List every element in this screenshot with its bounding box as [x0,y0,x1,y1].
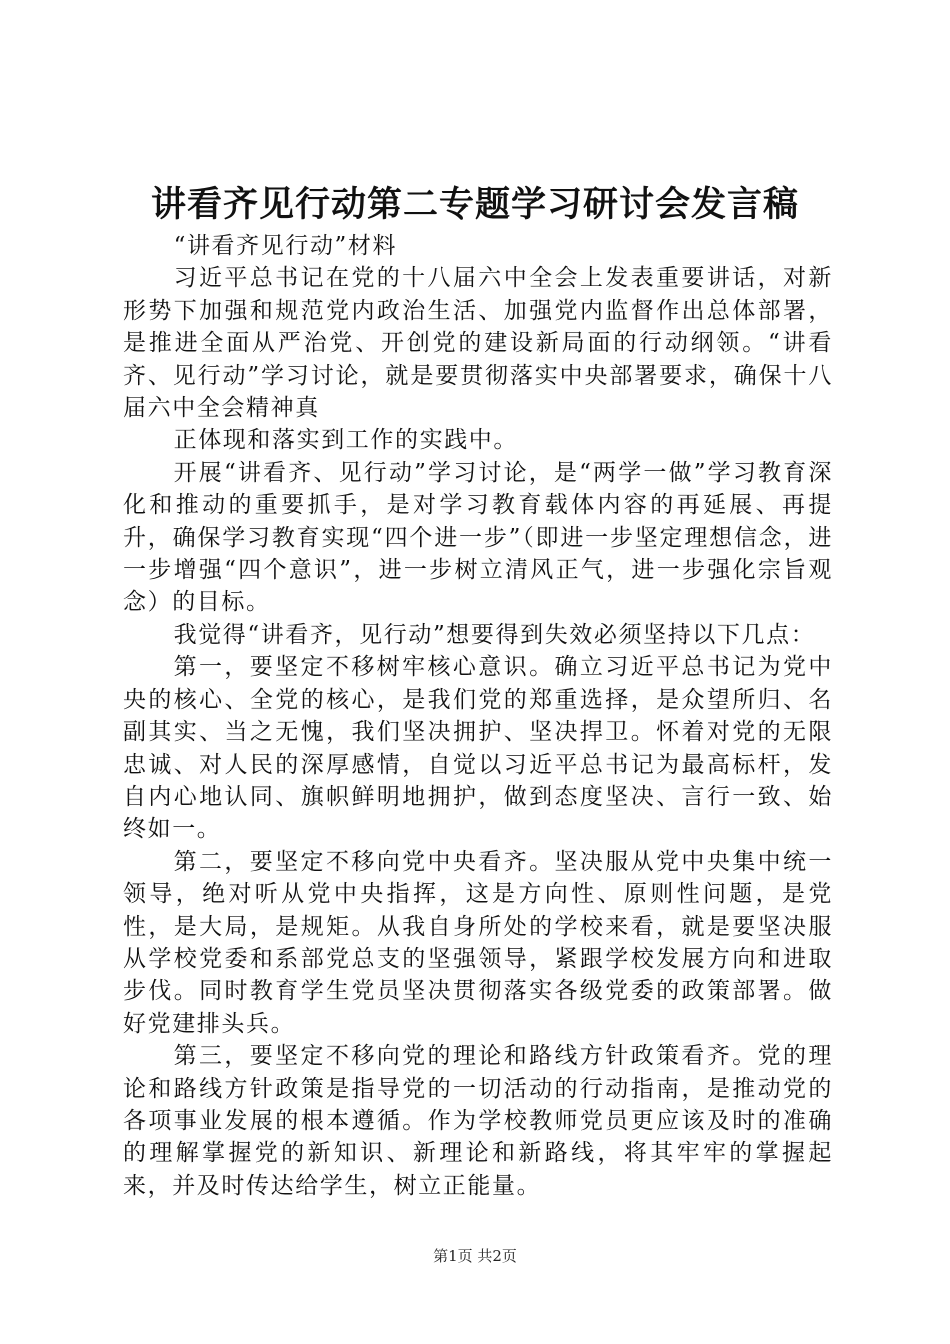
paragraph-3: 开展“讲看齐、见行动”学习讨论，是“两学一做”学习教育深化和推动的重要抓手，是对学习教育载体内容的再延展、再提升，确保学习教育实现“四个进一步”（即进一步坚定理想信念，进一步增强“四个意识”，进一步树立清风正气，进一步强化宗旨观念）的目标。 [123,459,833,616]
paragraph-7: 第三，要坚定不移向党的理论和路线方针政策看齐。党的理论和路线方针政策是指导党的一切活动的行动指南，是推动党的各项事业发展的根本遵循。作为学校教师党员更应该及时的准确的理解掌握党的新知识、新理论和新路线，将其牢牢的掌握起来，并及时传达给学生，树立正能量。 [123,1043,833,1199]
paragraph-2: 正体现和落实到工作的实践中。 [173,427,518,454]
paragraph-4: 我觉得“讲看齐，见行动”想要得到失效必须坚持以下几点： [173,621,816,648]
page-footer: 第1页 共2页 [433,1247,517,1265]
paragraph-subtitle: “讲看齐见行动”材料 [173,233,398,259]
paragraph-1: 习近平总书记在党的十八届六中全会上发表重要讲话，对新形势下加强和规范党内政治生活、加强党内监督作出总体部署，是推进全面从严治党、开创党的建设新局面的行动纲领。“讲看齐、见行动”学习讨论，就是要贯彻落实中央部署要求，确保十八届六中全会精神真 [123,265,833,422]
document-title: 讲看齐见行动第二专题学习研讨会发言稿 [150,185,799,225]
paragraph-5: 第一，要坚定不移树牢核心意识。确立习近平总书记为党中央的核心、全党的核心，是我们党的郑重选择，是众望所归、名副其实、当之无愧，我们坚决拥护、坚决捍卫。怀着对党的无限忠诚、对人民的深厚感情，自觉以习近平总书记为最高标杆，发自内心地认同、旗帜鲜明地拥护，做到态度坚决、言行一致、始终如一。 [123,654,833,843]
paragraph-6: 第二，要坚定不移向党中央看齐。坚决服从党中央集中统一领导，绝对听从党中央指挥，这是方向性、原则性问题，是党性，是大局，是规矩。从我自身所处的学校来看，就是要坚决服从学校党委和系部党总支的坚强领导，紧跟学校发展方向和进取步伐。同时教育学生党员坚决贯彻落实各级党委的政策部署。做好党建排头兵。 [123,848,833,1037]
document-body [123,230,833,1202]
